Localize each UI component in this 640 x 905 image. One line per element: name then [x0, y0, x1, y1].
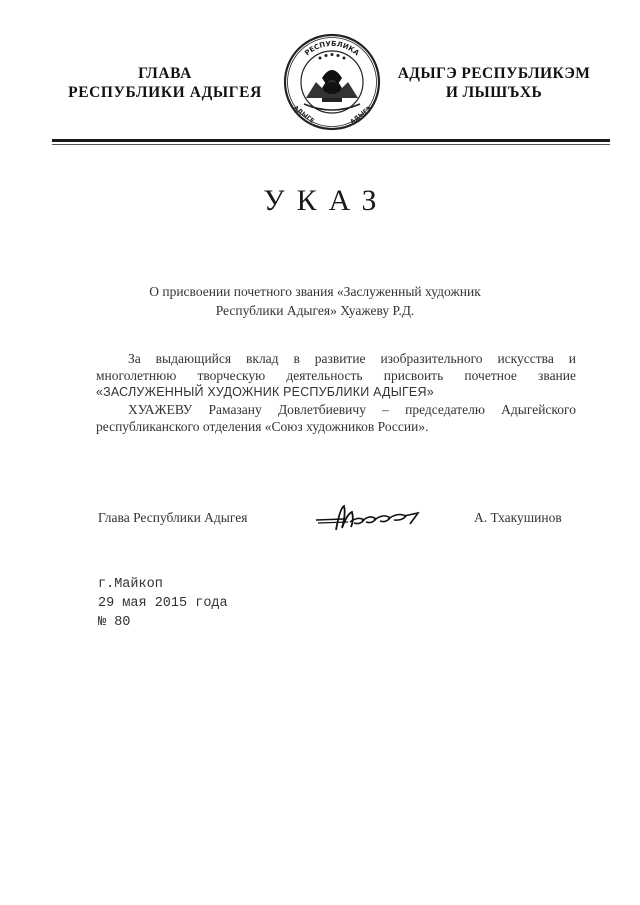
- footer-city: г.Майкоп: [98, 577, 163, 592]
- footer-number: № 80: [98, 615, 131, 630]
- header-divider-thin: [52, 144, 610, 145]
- decree-body: [96, 350, 576, 435]
- header-left-line1: ГЛАВА: [138, 65, 192, 82]
- subject-line1: О присвоении почетного звания «Заслуженный художник: [149, 284, 481, 299]
- handwritten-signature: [314, 500, 426, 534]
- coat-of-arms-emblem: [282, 32, 382, 132]
- signature-icon: [314, 500, 426, 534]
- header-divider-thick: [52, 139, 610, 142]
- emblem-ring-left-text: АДЫГЕ: [291, 104, 316, 125]
- signatory-title: Глава Республики Адыгея: [98, 510, 248, 525]
- footer-date: 29 мая 2015 года: [98, 596, 228, 611]
- document-title: УКАЗ: [263, 184, 389, 217]
- header-right-line2: И ЛЫШЪХЬ: [445, 84, 543, 101]
- header-right: [388, 64, 600, 102]
- emblem-ring-text: РЕСПУБЛИКА: [303, 39, 361, 58]
- decree-footer: [98, 575, 228, 632]
- body-line1: За выдающийся вклад в развитие изобразительного искусства и: [128, 351, 576, 366]
- header-left: [40, 64, 290, 102]
- subject-line2: Республики Адыгея» Хуажеву Р.Д.: [215, 303, 415, 318]
- emblem-ring-right-text: АДЫГЭ: [349, 105, 373, 126]
- header-right-line1: АДЫГЭ РЕСПУБЛИКЭМ: [397, 65, 591, 82]
- coat-of-arms-icon: [282, 32, 382, 132]
- body-line3: «ЗАСЛУЖЕННЫЙ ХУДОЖНИК РЕСПУБЛИКИ АДЫГЕЯ»: [96, 385, 434, 399]
- body-line4: ХУАЖЕВУ Рамазану Довлетбиевичу – председателю Адыгейского: [128, 402, 576, 417]
- signatory-name: А. Тхакушинов: [474, 510, 562, 525]
- header-left-line2: РЕСПУБЛИКИ АДЫГЕЯ: [68, 84, 262, 101]
- body-line2: многолетнюю творческую деятельность присвоить почетное звание: [96, 368, 576, 383]
- body-line5: республиканского отделения «Союз художников России».: [96, 419, 429, 434]
- decree-subject: [100, 282, 530, 320]
